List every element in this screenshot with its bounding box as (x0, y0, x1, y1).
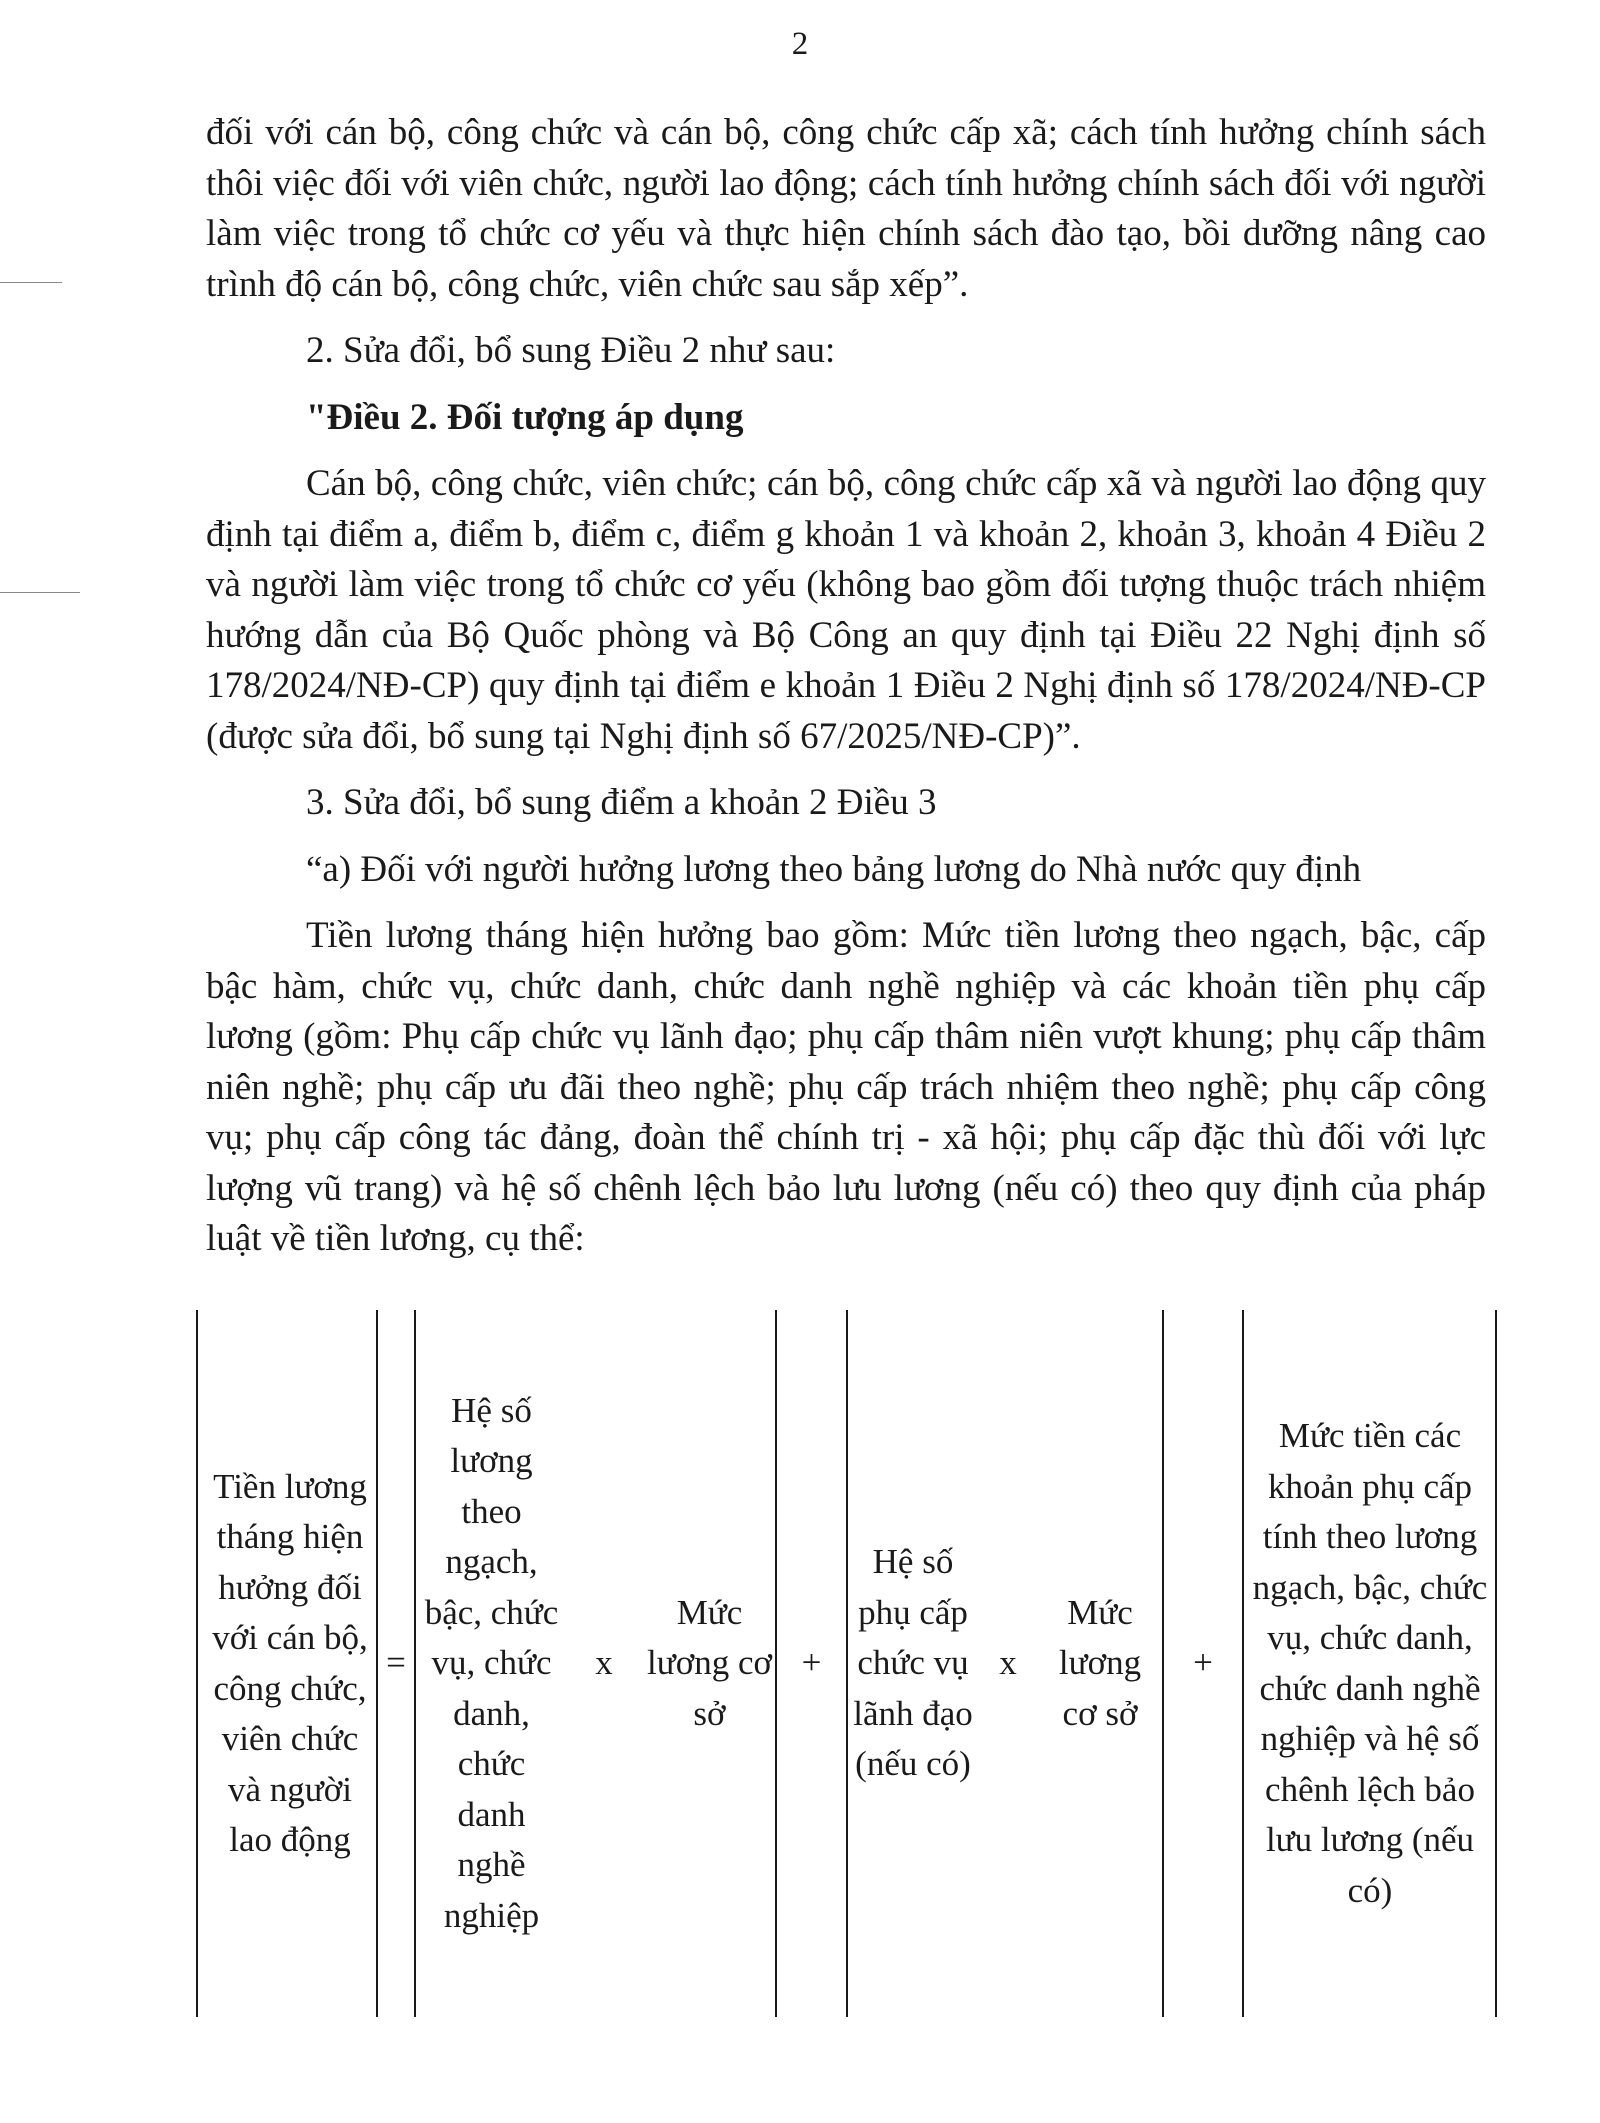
formula-operator-times: x (595, 1643, 613, 1683)
article-heading: "Điều 2. Đối tượng áp dụng (306, 396, 744, 438)
formula-term-monthly-salary: Tiền lương tháng hiện hưởng đối với cán bộ, công chức, viên chức và người lao động (212, 1466, 368, 1859)
paragraph-amendment-2: 2. Sửa đổi, bổ sung Điều 2 như sau: (306, 330, 836, 371)
paragraph-scope: Cán bộ, công chức, viên chức; cán bộ, công chức cấp xã và người lao động quy định tại điểm a, điểm b, điểm c, điểm g khoản 1 và khoản 2, khoản 3, khoản 4 Điều 2 và người làm việc trong tổ chức cơ yếu (không bao gồm đối tượng thuộc trách nhiệm hướng dẫn của Bộ Quốc phòng và Bộ Công an quy định tại Điều 22 Nghị định số 178/2024/NĐ-CP) quy định tại điểm e khoản 1 Điều 2 Nghị định số 178/2024/NĐ-CP (được sửa đổi, bổ sung tại Nghị định số 67/2025/NĐ-CP)”. (206, 463, 1486, 757)
margin-mark (0, 282, 62, 283)
page-number: 2 (791, 26, 809, 62)
formula-divider (196, 1310, 198, 2017)
document-body (206, 108, 1486, 1265)
formula-term-salary-coefficient: Hệ số lương theo ngạch, bậc, chức vụ, chức danh, chức danh nghề nghiệp (424, 1390, 559, 1935)
formula-operator-plus: + (1193, 1643, 1213, 1683)
formula-term-other-allowances: Mức tiền các khoản phụ cấp tính theo lương ngạch, bậc, chức vụ, chức danh, chức danh nghề nghiệp và hệ số chênh lệch bảo lưu lương (nếu có) (1252, 1416, 1488, 1910)
salary-formula-table (196, 1310, 1496, 2017)
formula-operator-times: x (999, 1643, 1017, 1683)
paragraph-amendment-3: 3. Sửa đổi, bổ sung điểm a khoản 2 Điều 3 (306, 782, 937, 823)
formula-term-base-salary: Mức lương cơ sở (1058, 1592, 1142, 1733)
paragraph-salary-definition: Tiền lương tháng hiện hưởng bao gồm: Mức tiền lương theo ngạch, bậc, cấp bậc hàm, chức vụ, chức danh, chức danh nghề nghiệp và các khoản tiền phụ cấp lương (gồm: Phụ cấp chức vụ lãnh đạo; phụ cấp thâm niên vượt khung; phụ cấp thâm niên nghề; phụ cấp ưu đãi theo nghề; phụ cấp trách nhiệm theo nghề; phụ cấp công vụ; phụ cấp công tác đảng, đoàn thể chính trị - xã hội; phụ cấp đặc thù đối với lực lượng vũ trang) và hệ số chênh lệch bảo lưu lương (nếu có) theo quy định của pháp luật về tiền lương, cụ thể: (206, 915, 1486, 1259)
margin-mark (0, 592, 80, 593)
formula-operator-equals: = (386, 1643, 406, 1683)
formula-divider (1495, 1310, 1497, 2017)
paragraph-clause-a: “a) Đối với người hưởng lương theo bảng lương do Nhà nước quy định (306, 848, 1362, 890)
formula-term-base-salary: Mức lương cơ sở (647, 1592, 772, 1733)
formula-term-allowance-coefficient: Hệ số phụ cấp chức vụ lãnh đạo (nếu có) (853, 1542, 973, 1784)
formula-operator-plus: + (801, 1643, 822, 1683)
formula-divider (414, 1310, 416, 2017)
paragraph-continuation: đối với cán bộ, công chức và cán bộ, công chức cấp xã; cách tính hưởng chính sách thôi việc đối với viên chức, người lao động; cách tính hưởng chính sách đối với người làm việc trong tổ chức cơ yếu và thực hiện chính sách đào tạo, bồi dưỡng nâng cao trình độ cán bộ, công chức, viên chức sau sắp xếp”. (206, 112, 1486, 305)
formula-divider (1242, 1310, 1244, 2017)
